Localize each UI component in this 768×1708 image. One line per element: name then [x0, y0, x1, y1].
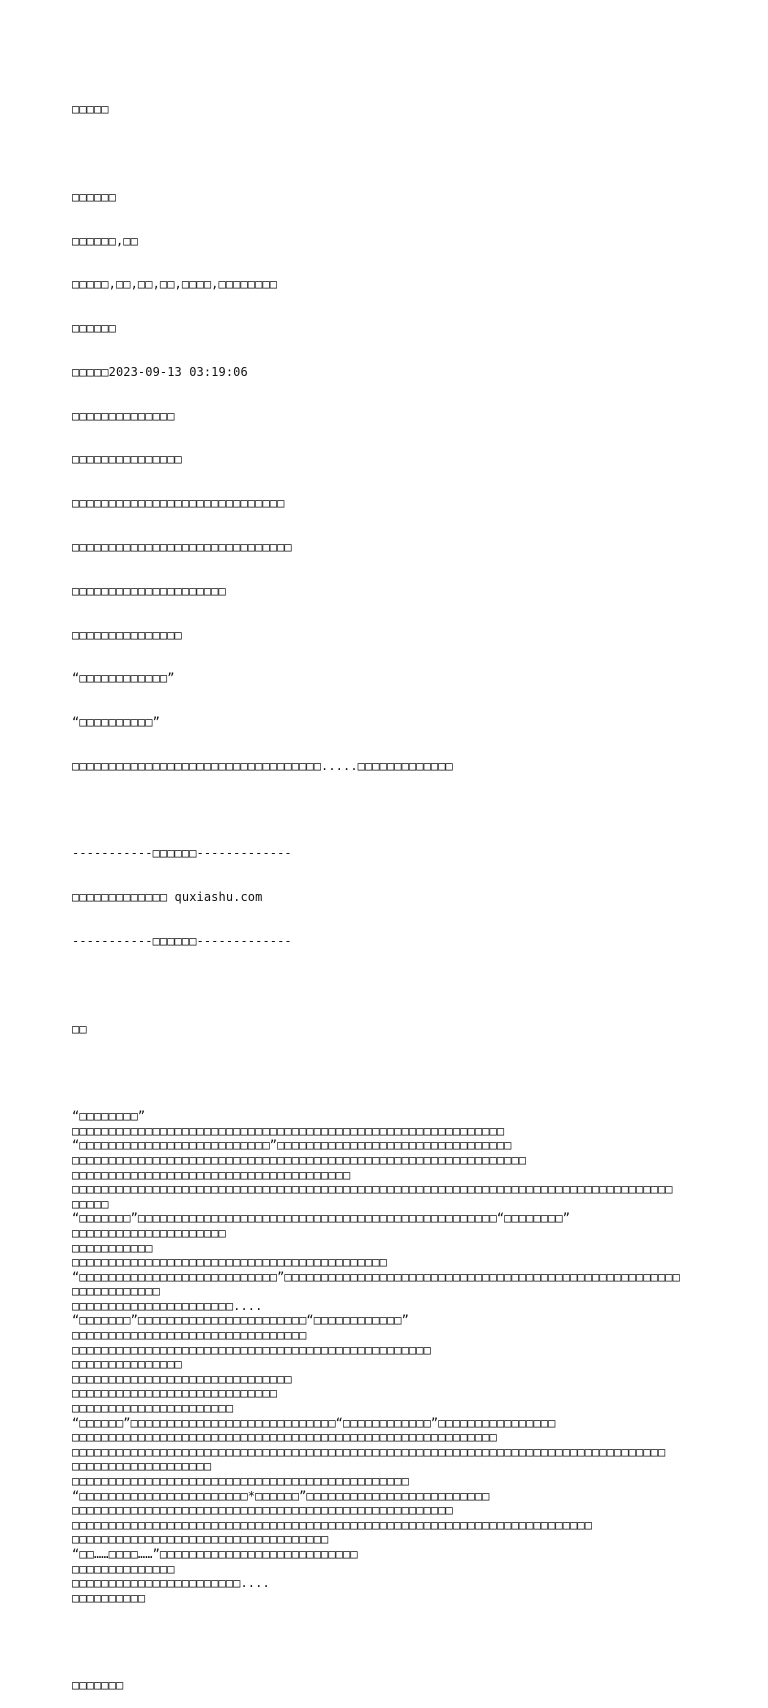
paragraph-line: □□□□□□□□□□□□ — [72, 1284, 160, 1299]
paragraph-line: □□□□□ — [72, 1196, 109, 1211]
paragraph-line: □□□□□□□□□□□□□□□□□□□□□□□□□□□□□□□□□□□□□□□□□□□□□□□□□□□□□□□□□□ — [72, 1430, 497, 1445]
paragraph-line: □□□□□□□□□□□□□□□□□□□□□□□□□□□□□□□□□□□□□□□□□□□□□□□□□□□□ — [72, 1503, 453, 1518]
book-meta-line: □□□□□□□□□□□□□□□□□□□□□□□□□□□□□□□□□□.....□□□□□□□□□□□□□ — [72, 758, 453, 773]
book-meta-line: “□□□□□□□□□□” — [72, 715, 160, 730]
site-line: □□□□□□□□□□□□□ quxiashu.com — [72, 890, 263, 905]
paragraph-line: □□□□□□□□□□□□□□ — [72, 1561, 175, 1576]
paragraph-line: “□□□□□□□□□□□□□□□□□□□□□□□□□□□”□□□□□□□□□□□□□□□□□□□□□□□□□□□□□□□□□□□□□□□□□□□□□□□□□□□□□□ — [72, 1269, 680, 1284]
book-meta-line: □□□□□□□□□□□□□□ — [72, 408, 175, 423]
paragraph-line: □□□□□□□□□□□□□□□□□□□□□□□□□□□□□□□□□□□□□□□□□□□□□□□□□□□□□□□□□□□□□□□□□□□□□□□□□□□□□□□□□ — [72, 1444, 666, 1459]
book-title: □□□□□ — [72, 102, 109, 117]
paragraph-line: “□□□□□□□□□□□□□□□□□□□□□□□□□□”□□□□□□□□□□□□□□□□□□□□□□□□□□□□□□□□ — [72, 1138, 512, 1153]
paragraph-line: □□□□□□□□□□□□□□□ — [72, 1357, 182, 1372]
paragraph-line: □□□□□□□□□□□□□□□□□□□□□□□.... — [72, 1576, 270, 1591]
paragraph-line: □□□□□□□□□□□□□□□□□□□□□□.... — [72, 1298, 263, 1313]
paragraph-line: □□□□□□□□□□□□□□□□□□□□□□□□□□□□□□□□□□□□□□□□□□□ — [72, 1255, 387, 1270]
paragraph-line: □□□□□□□□□□□□□□□□□□□□□□□□□□□□□□□□□□□□□□□□□□□□□□□□□□□□□□□□□□□□□□ — [72, 1152, 527, 1167]
book-meta-line: □□□□□□ — [72, 321, 116, 336]
paragraph-line: “□□……□□□□……”□□□□□□□□□□□□□□□□□□□□□□□□□□□ — [72, 1546, 358, 1561]
paragraph-line: □□□□□□□□□□□□□□□□□□□□□□□□□□□□□□□□□□□□□□□□□□□□□□□□□ — [72, 1342, 431, 1357]
paragraph-line: □□□□□□□□□□□□□□□□□□□□□□ — [72, 1401, 234, 1416]
book-meta-line: □□□□□□,□□ — [72, 233, 138, 248]
paragraph-line: □□□□□□□□□□□□□□□□□□□□□ — [72, 1225, 226, 1240]
paragraph-line: □□□□□□□□□□□□□□□□□□□ — [72, 1459, 212, 1474]
book-meta-line: □□□□□□□□□□□□□□□ — [72, 627, 182, 642]
book-meta-line: □□□□□□□□□□□□□□□ — [72, 452, 182, 467]
book-meta-line: □□□□□□ — [72, 189, 116, 204]
divider-top: -----------□□□□□□------------- — [72, 846, 292, 861]
chapter-heading: □□ — [72, 1021, 87, 1036]
paragraph-line: □□□□□□□□□□□ — [72, 1240, 153, 1255]
divider-bottom: -----------□□□□□□------------- — [72, 934, 292, 949]
paragraph-line: “□□□□□□□□” — [72, 1109, 146, 1124]
paragraph-line: □□□□□□□□□□□□□□□□□□□□□□□□□□□□□□□□□□□□□□□□□□□□□□□□□□□□□□□□□□□ — [72, 1123, 505, 1138]
book-meta-line: □□□□□□□□□□□□□□□□□□□□□□□□□□□□□ — [72, 496, 285, 511]
paragraph-line: “□□□□□□□□□□□□□□□□□□□□□□□*□□□□□□”□□□□□□□□□□□□□□□□□□□□□□□□□ — [72, 1488, 490, 1503]
chapter-body — [72, 1109, 722, 1605]
chapter-footer: □□□□□□□ — [72, 1678, 124, 1693]
paragraph-line: □□□□□□□□□□□□□□□□□□□□□□□□□□□□□□□□ — [72, 1328, 307, 1343]
paragraph-line: □□□□□□□□□□□□□□□□□□□□□□□□□□□□□□□□□□□□□□□□□□□□□□ — [72, 1474, 409, 1488]
book-meta-line: □□□□□□□□□□□□□□□□□□□□□□□□□□□□□□ — [72, 540, 292, 554]
book-meta-line: □□□□□,□□,□□,□□,□□□□,□□□□□□□□ — [72, 277, 278, 292]
paragraph-line: □□□□□□□□□□□□□□□□□□□□□□□□□□□□□□□□□□□□□□□□□□□□□□□□□□□□□□□□□□□□□□□□□□□□□□□ — [72, 1517, 593, 1532]
book-update-time: □□□□□2023-09-13 03:19:06 — [72, 364, 248, 379]
paragraph-line: “□□□□□□□”□□□□□□□□□□□□□□□□□□□□□□□□□□□□□□□□□□□□□□□□□□□□□□□□□“□□□□□□□□” — [72, 1211, 571, 1226]
paragraph-line: □□□□□□□□□□□□□□□□□□□□□□□□□□□□□□ — [72, 1371, 292, 1386]
paragraph-line: “□□□□□□”□□□□□□□□□□□□□□□□□□□□□□□□□□□□“□□□□□□□□□□□□”□□□□□□□□□□□□□□□□ — [72, 1415, 556, 1430]
paragraph-line: □□□□□□□□□□□□□□□□□□□□□□□□□□□□ — [72, 1386, 278, 1401]
paragraph-line: □□□□□□□□□□□□□□□□□□□□□□□□□□□□□□□□□□□□□□ — [72, 1167, 351, 1182]
document-page — [72, 73, 722, 1708]
paragraph-line: □□□□□□□□□□□□□□□□□□□□□□□□□□□□□□□□□□□ — [72, 1532, 329, 1547]
paragraph-line: □□□□□□□□□□ — [72, 1590, 146, 1605]
paragraph-line: “□□□□□□□”□□□□□□□□□□□□□□□□□□□□□□□“□□□□□□□□□□□□” — [72, 1313, 409, 1328]
book-meta-line: “□□□□□□□□□□□□” — [72, 671, 175, 686]
book-meta-line: □□□□□□□□□□□□□□□□□□□□□ — [72, 583, 226, 598]
paragraph-line: □□□□□□□□□□□□□□□□□□□□□□□□□□□□□□□□□□□□□□□□□□□□□□□□□□□□□□□□□□□□□□□□□□□□□□□□□□□□□□□□□□ — [72, 1182, 673, 1197]
